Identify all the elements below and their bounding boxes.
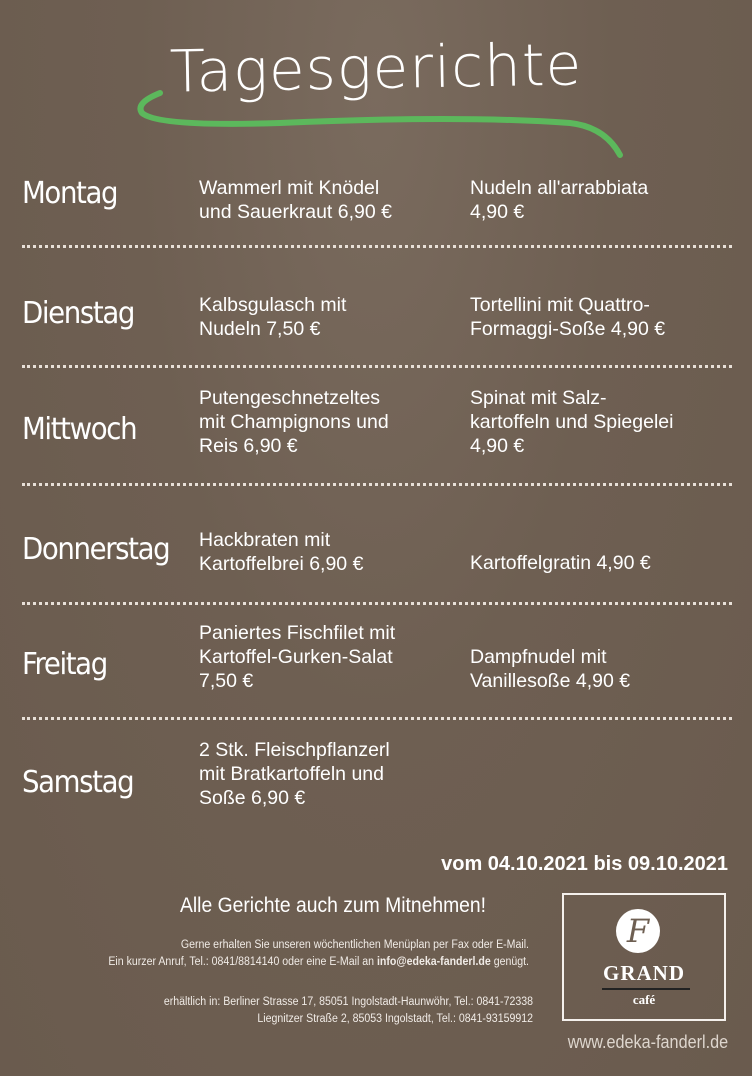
contact-email-link[interactable]: info@edeka-fanderl.de	[376, 956, 491, 968]
title-swoosh-decoration	[130, 85, 630, 160]
dish-vegetarian: Nudeln all'arrabbiata 4,90 €	[470, 177, 649, 223]
contact-line-1: Gerne erhalten Sie unseren wöchentlichen Menüplan per Fax oder E-Mail.	[180, 939, 529, 951]
dish-vegetarian: Spinat mit Salz- kartoffeln und Spiegelei 4,90 €	[470, 387, 674, 457]
address-line-1: erhältlich in: Berliner Strasse 17, 85051 Ingolstadt-Haunwöhr, Tel.: 0841-72338	[163, 996, 533, 1008]
dish-main: Paniertes Fischfilet mit Kartoffel-Gurken-Salat 7,50 €	[199, 622, 396, 692]
page-title: Tagesgerichte	[169, 30, 583, 106]
logo-name: GRAND	[603, 961, 685, 985]
contact-info	[87, 937, 529, 971]
logo-underline	[602, 988, 690, 990]
day-name: Montag	[22, 176, 118, 211]
dish-vegetarian: Kartoffelgratin 4,90 €	[470, 552, 651, 574]
dotted-divider	[22, 717, 732, 720]
takeaway-note: Alle Gerichte auch zum Mitnehmen!	[180, 894, 487, 917]
logo-subtitle: café	[632, 992, 656, 1007]
contact-text-end: genügt.	[490, 956, 529, 968]
dish-vegetarian: Dampfnudel mit Vanillesoße 4,90 €	[470, 646, 631, 692]
dish-main: Wammerl mit Knödel und Sauerkraut 6,90 €	[199, 177, 392, 223]
grand-cafe-logo	[562, 893, 726, 1021]
day-name: Freitag	[22, 647, 107, 682]
dish-main: Hackbraten mit Kartoffelbrei 6,90 €	[199, 529, 364, 575]
day-name: Mittwoch	[22, 412, 137, 447]
address-line-2: Liegnitzer Straße 2, 85053 Ingolstadt, Tel.: 0841-93159912	[257, 1013, 533, 1025]
dish-main: Kalbsgulasch mit Nudeln 7,50 €	[199, 294, 347, 340]
menu-period: vom 04.10.2021 bis 09.10.2021	[441, 853, 728, 875]
day-name: Samstag	[22, 765, 134, 800]
day-name: Donnerstag	[22, 532, 170, 567]
store-addresses	[91, 994, 533, 1028]
dotted-divider	[22, 365, 732, 368]
dish-main: 2 Stk. Fleischpflanzerl mit Bratkartoffeln und Soße 6,90 €	[199, 739, 390, 809]
contact-text: Ein kurzer Anruf, Tel.: 0841/8814140 oder eine E-Mail an	[108, 956, 377, 968]
contact-line-2	[87, 954, 529, 971]
dotted-divider	[22, 245, 732, 248]
dotted-divider	[22, 483, 732, 486]
day-name: Dienstag	[22, 296, 134, 331]
logo-f-emblem: F	[616, 909, 660, 953]
dish-main: Putengeschnetzeltes mit Champignons und Reis 6,90 €	[199, 387, 389, 457]
dotted-divider	[22, 602, 732, 605]
dish-vegetarian: Tortellini mit Quattro- Formaggi-Soße 4,90 €	[470, 294, 666, 340]
website-link[interactable]: www.edeka-fanderl.de	[567, 1032, 728, 1052]
